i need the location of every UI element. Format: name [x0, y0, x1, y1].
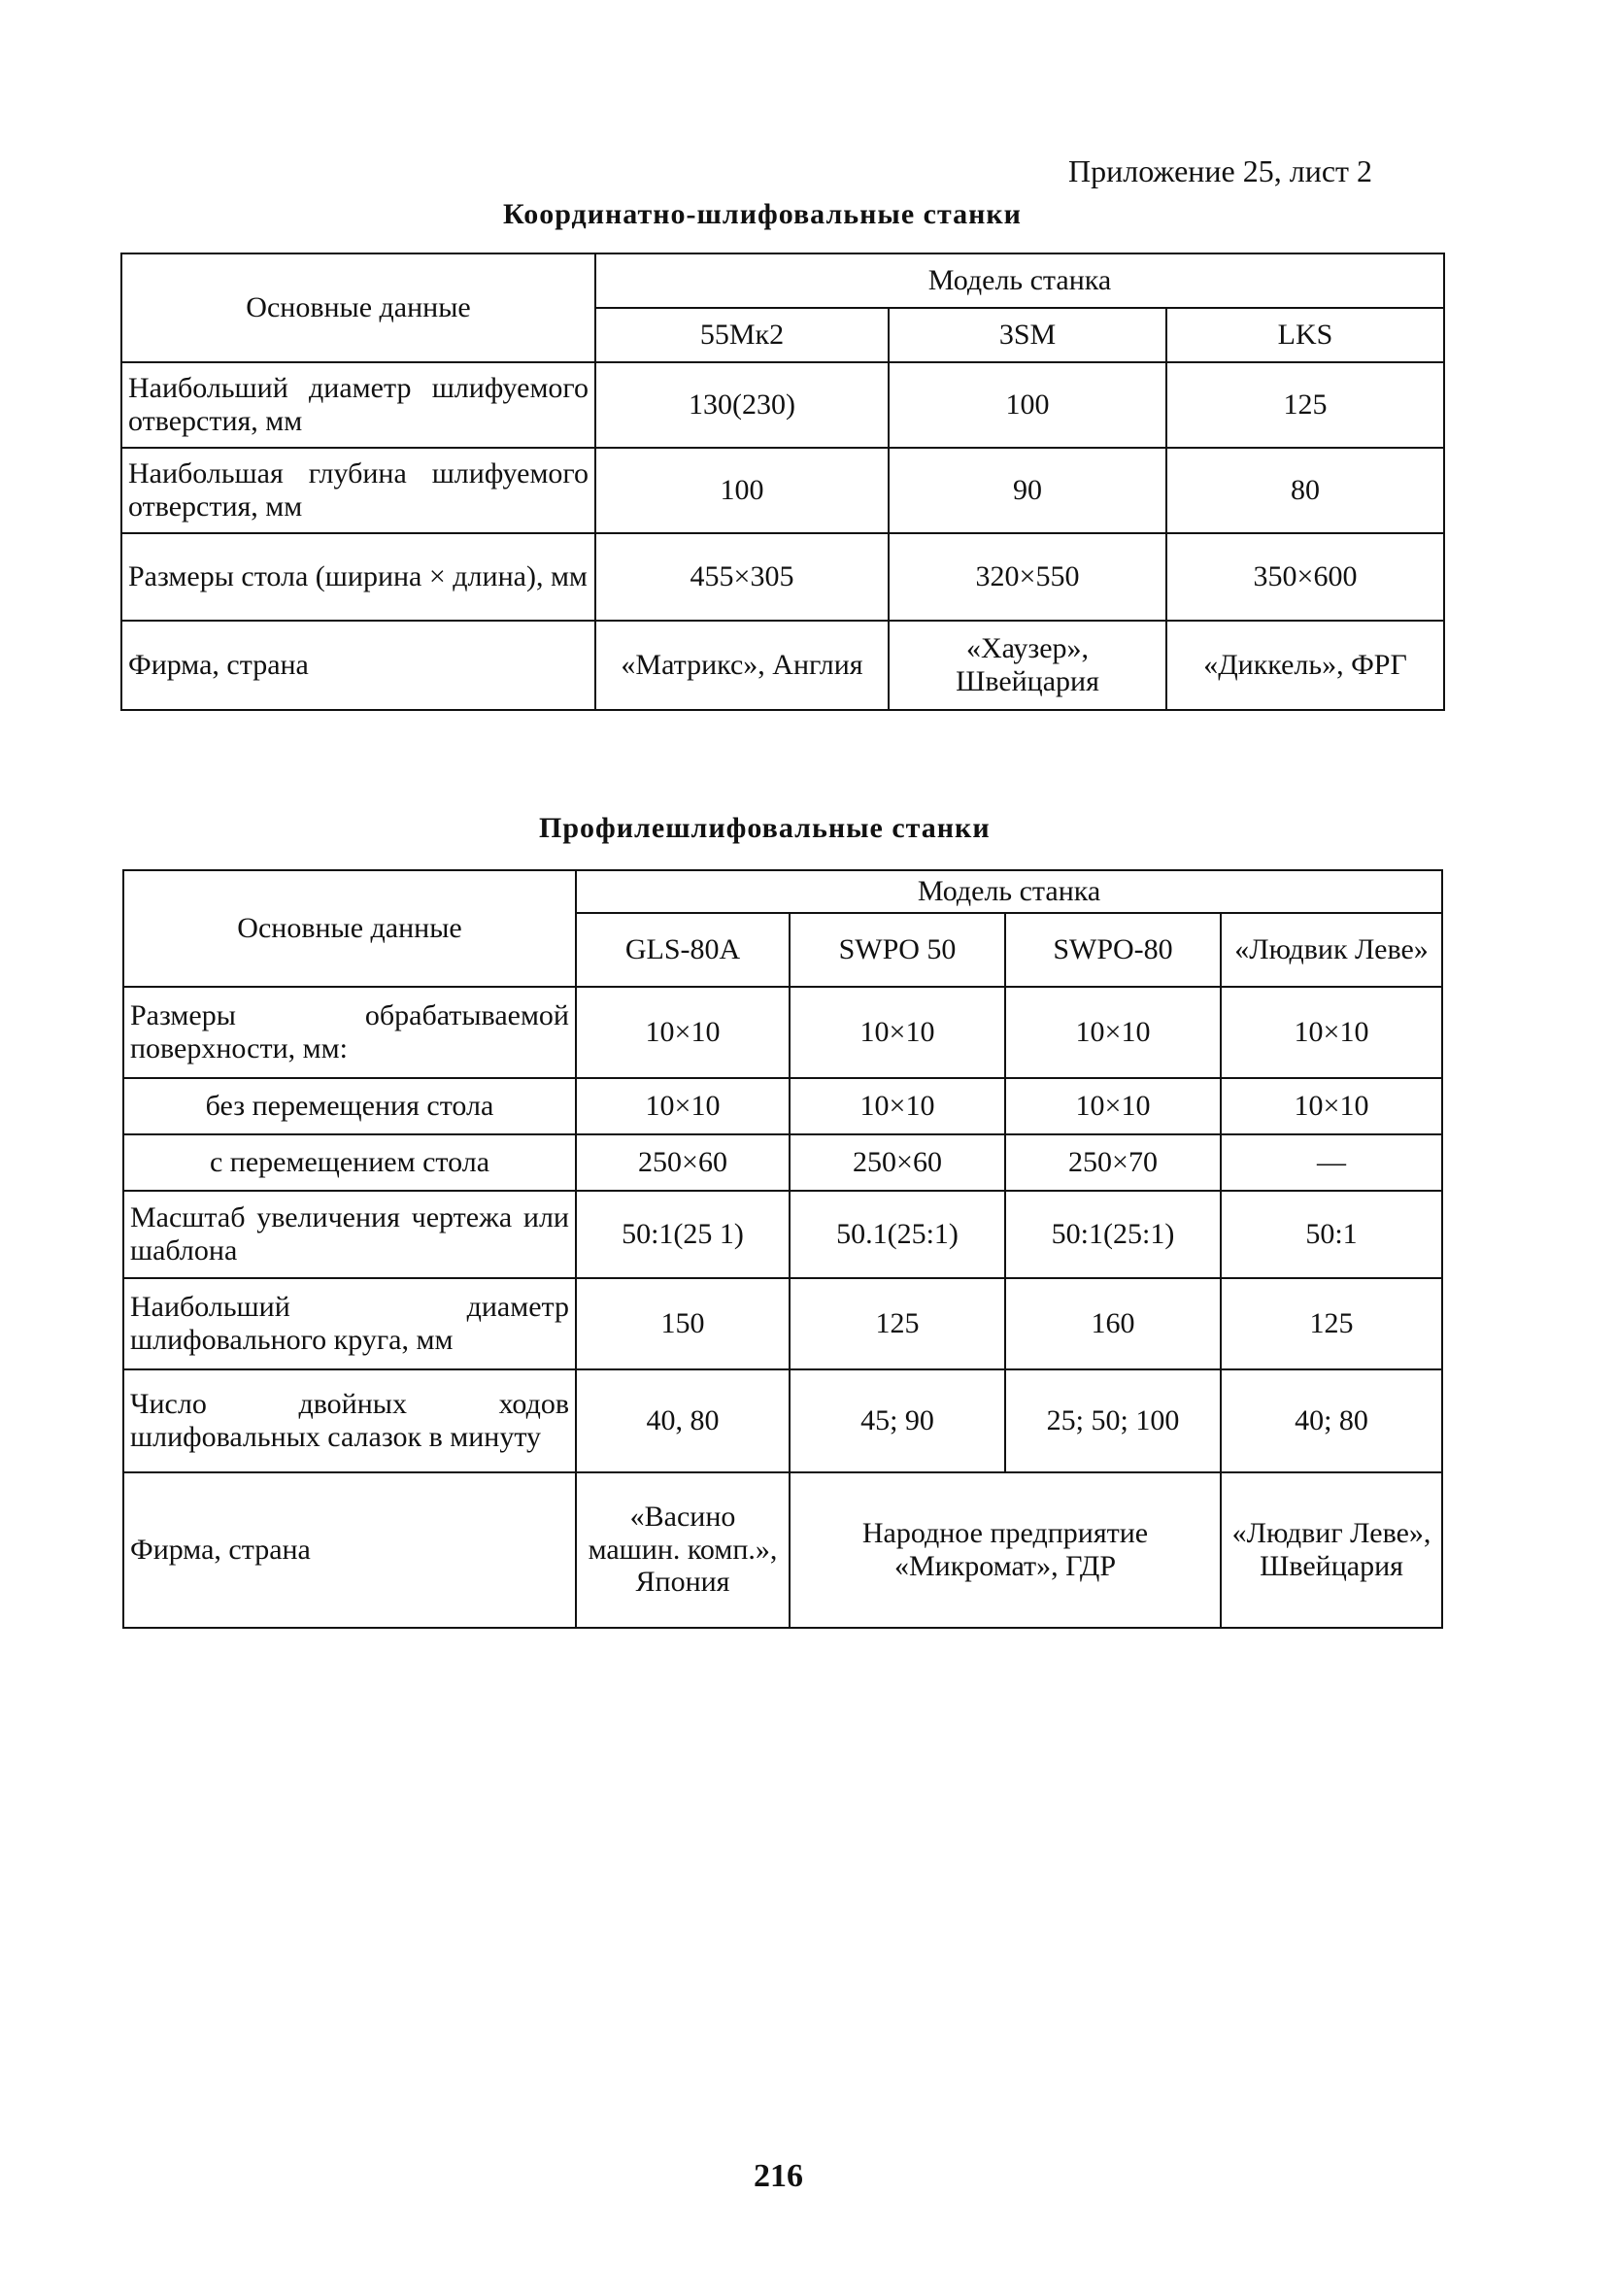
row-label: Число двойных ходов шлифовальных салазок в минуту: [123, 1369, 576, 1472]
cell-value: 10×10: [576, 1078, 790, 1134]
table2-model: GLS-80A: [576, 913, 790, 987]
cell-value: 130(230): [595, 362, 889, 448]
cell-value: 25; 50; 100: [1005, 1369, 1221, 1472]
row-label: Размеры стола (ширина × длина), мм: [121, 533, 595, 621]
cell-value: «Людвиг Леве», Швейцария: [1221, 1472, 1442, 1628]
table-row: [123, 1134, 1442, 1191]
page-number: 216: [754, 2158, 803, 2194]
row-label: Наибольшая глубина шлифуемого отверстия, мм: [121, 448, 595, 533]
cell-value: 50.1(25:1): [790, 1191, 1005, 1278]
cell-value: 10×10: [790, 987, 1005, 1078]
table-row: [123, 1472, 1442, 1628]
cell-value: 10×10: [1221, 1078, 1442, 1134]
row-label: без перемещения стола: [123, 1078, 576, 1134]
row-label: Наибольший диаметр шлифовального круга, мм: [123, 1278, 576, 1369]
table2-title: Профилешлифовальные станки: [539, 812, 991, 844]
row-label: Масштаб увеличения чертежа или шаблона: [123, 1191, 576, 1278]
table1-header-main: Основные данные: [121, 253, 595, 362]
table-row: [121, 362, 1444, 448]
table2-model: SWPO-80: [1005, 913, 1221, 987]
cell-value: 250×60: [576, 1134, 790, 1191]
table-row: [123, 1191, 1442, 1278]
table1-title: Координатно-шлифовальные станки: [503, 198, 1022, 230]
table-row: [121, 533, 1444, 621]
cell-value: 90: [889, 448, 1166, 533]
appendix-label: Приложение 25, лист 2: [1068, 153, 1373, 188]
table2-header-main: Основные данные: [123, 870, 576, 987]
cell-value: 160: [1005, 1278, 1221, 1369]
cell-value: 10×10: [1221, 987, 1442, 1078]
table2-model: «Людвик Леве»: [1221, 913, 1442, 987]
cell-value: 40, 80: [576, 1369, 790, 1472]
row-label: Фирма, страна: [123, 1472, 576, 1628]
cell-value: 125: [1221, 1278, 1442, 1369]
cell-value: 45; 90: [790, 1369, 1005, 1472]
table1-header-group: Модель станка: [595, 253, 1444, 308]
table-row: [123, 1278, 1442, 1369]
table-row: [121, 621, 1444, 710]
table2-header-group: Модель станка: [576, 870, 1442, 913]
cell-value: 50:1(25 1): [576, 1191, 790, 1278]
cell-value: 100: [595, 448, 889, 533]
table-row: [123, 987, 1442, 1078]
cell-value: 150: [576, 1278, 790, 1369]
row-label: с перемещением стола: [123, 1134, 576, 1191]
cell-value: «Хаузер», Швейцария: [889, 621, 1166, 710]
row-label: Размеры обрабатываемой поверхности, мм:: [123, 987, 576, 1078]
cell-value: «Диккель», ФРГ: [1166, 621, 1444, 710]
cell-value: 50:1(25:1): [1005, 1191, 1221, 1278]
cell-value: 125: [790, 1278, 1005, 1369]
cell-value: 40; 80: [1221, 1369, 1442, 1472]
profile-grinding-table: [122, 869, 1443, 1629]
row-label: Наибольший диаметр шлифуемого отверстия, мм: [121, 362, 595, 448]
table1-model: LKS: [1166, 308, 1444, 362]
cell-value: 50:1: [1221, 1191, 1442, 1278]
cell-value: «Васино машин. комп.», Япония: [576, 1472, 790, 1628]
cell-value: «Матрикс», Англия: [595, 621, 889, 710]
cell-value: 250×70: [1005, 1134, 1221, 1191]
table1-model: 3SM: [889, 308, 1166, 362]
coordinate-grinding-table: [120, 253, 1445, 711]
cell-value-merged: Народное предприятие «Микромат», ГДР: [790, 1472, 1221, 1628]
cell-value: 10×10: [576, 987, 790, 1078]
table-row: [121, 448, 1444, 533]
cell-value: 80: [1166, 448, 1444, 533]
cell-value: 10×10: [1005, 1078, 1221, 1134]
table-row: [123, 1369, 1442, 1472]
cell-value: 125: [1166, 362, 1444, 448]
table-row: [123, 1078, 1442, 1134]
row-label: Фирма, страна: [121, 621, 595, 710]
cell-value: 250×60: [790, 1134, 1005, 1191]
cell-value: 10×10: [1005, 987, 1221, 1078]
cell-value: 100: [889, 362, 1166, 448]
table1-model: 55Мк2: [595, 308, 889, 362]
cell-value: 350×600: [1166, 533, 1444, 621]
cell-value: 455×305: [595, 533, 889, 621]
cell-value: —: [1221, 1134, 1442, 1191]
table2-model: SWPO 50: [790, 913, 1005, 987]
cell-value: 10×10: [790, 1078, 1005, 1134]
cell-value: 320×550: [889, 533, 1166, 621]
